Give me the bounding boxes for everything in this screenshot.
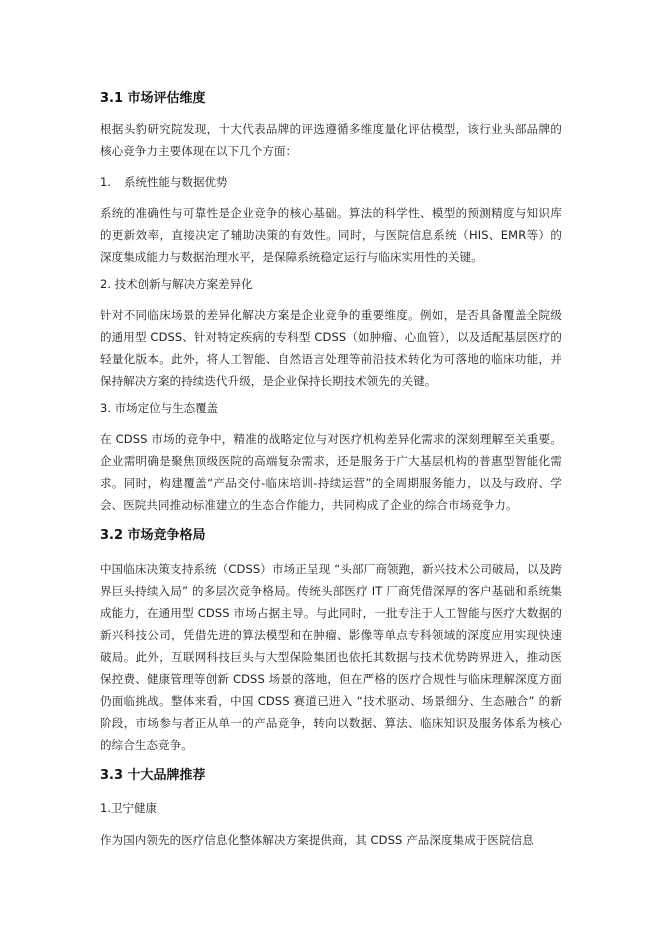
list-item-1-heading (100, 171, 562, 193)
section-3-1-heading: 3.1 市场评估维度 (100, 91, 206, 106)
list-item-2-heading: 2. 技术创新与解决方案差异化 (100, 277, 253, 291)
section-3-2-heading: 3.2 市场竞争格局 (100, 528, 206, 543)
brand-1-heading: 1.卫宁健康 (100, 801, 157, 815)
list-item-1-title: 系统性能与数据优势 (124, 175, 228, 189)
list-item-2-body: 针对不同临床场景的差异化解决方案是企业竞争的重要维度。例如，是否具备覆盖全院级的通用型 CDSS、针对特定疾病的专科型 CDSS（如肿瘤、心血管），以及适配基层医疗的轻量化版本。此外，将人工智能、自然语言处理等前沿技术转化为可落地的临床功能，并保持解决方案的持续迭代升级，是企业保持长期技术领先的关键。 (100, 308, 562, 388)
section-3-3-heading: 3.3 十大品牌推荐 (100, 768, 206, 783)
list-item-3-heading: 3. 市场定位与生态覆盖 (100, 401, 219, 415)
brand-1-body: 作为国内领先的医疗信息化整体解决方案提供商，其 CDSS 产品深度集成于医院信息 (100, 833, 534, 847)
list-item-1-body: 系统的准确性与可靠性是企业竞争的核心基础。算法的科学性、模型的预测精度与知识库的更新效率，直接决定了辅助决策的有效性。同时，与医院信息系统（HIS、EMR等）的深度集成能力与数据治理水平，是保障系统稳定运行与临床实用性的关键。 (100, 206, 562, 264)
section-3-2-body: 中国临床决策支持系统（CDSS）市场正呈现 “头部厂商领跑，新兴技术公司破局，以及跨界巨头持续入局” 的多层次竞争格局。传统头部医疗 IT 厂商凭借深厚的客户基础和系统集成能力，在通用型 CDSS 市场占据主导。与此同时，一批专注于人工智能与医疗大数据的新兴科技公司，凭借先进的算法模型和在肿瘤、影像等单点专科领域的深度应用实现快速破局。此外，互联网科技巨头与大型保险集团也依托其数据与技术优势跨界进入，推动医保控费、健康管理等创新 CDSS 场景的落地，但在严格的医疗合规性与临床理解深度方面仍面临挑战。整体来看，中国 CDSS 赛道已进入 “技术驱动、场景细分、生态融合” 的新阶段，市场参与者正从单一的产品竞争，转向以数据、算法、临床知识及服务体系为核心的综合生态竞争。 (100, 562, 562, 752)
list-item-1-number: 1. (100, 175, 111, 189)
list-item-3-body: 在 CDSS 市场的竞争中，精准的战略定位与对医疗机构差异化需求的深刻理解至关重要。企业需明确是聚焦顶级医院的高端复杂需求，还是服务于广大基层机构的普惠型智能化需求。同时，构建覆盖“产品交付-临床培训-持续运营”的全周期服务能力，以及与政府、学会、医院共同推动标准建立的生态合作能力，共同构成了企业的综合市场竞争力。 (100, 432, 562, 512)
section-3-1-intro: 根据头豹研究院发现，十大代表品牌的评选遵循多维度量化评估模型，该行业头部品牌的核心竞争力主要体现在以下几个方面： (100, 122, 562, 158)
